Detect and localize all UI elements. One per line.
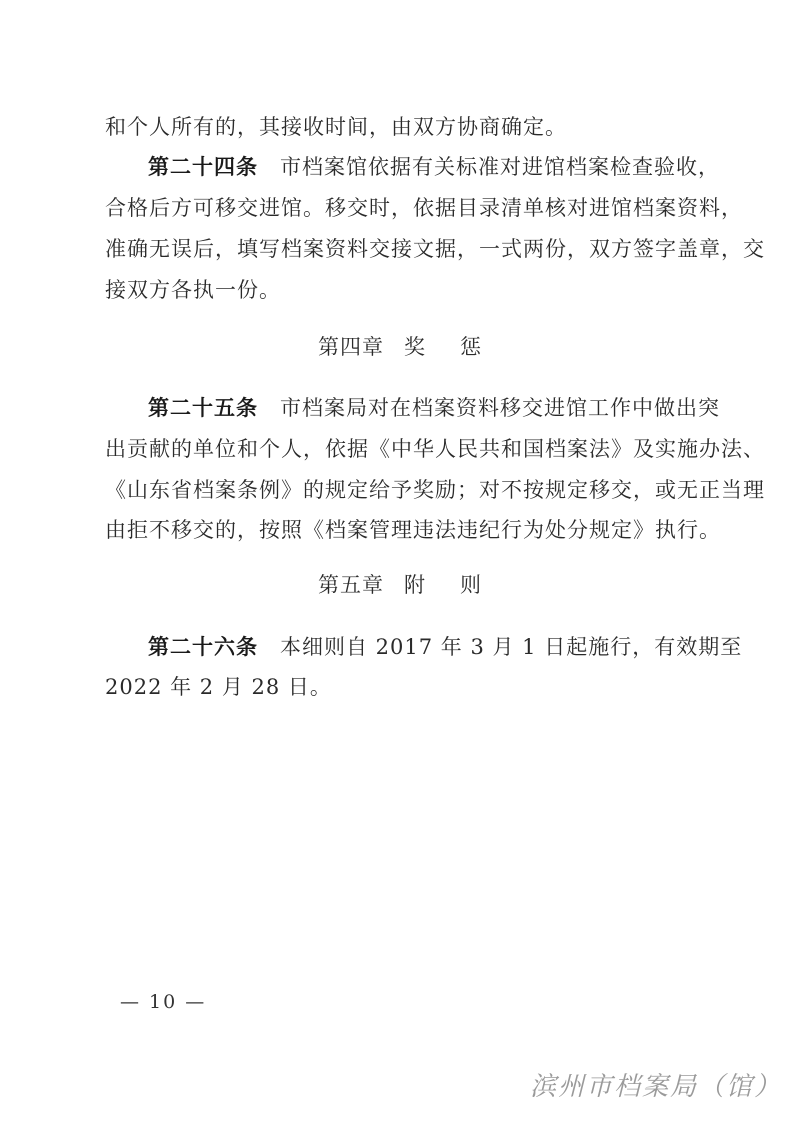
chapter-5-number: 第五章 <box>318 573 384 597</box>
article-24-line-3: 准确无误后，填写档案资料交接文据，一式两份，双方签字盖章，交 <box>105 237 765 261</box>
article-25-line-2: 出贡献的单位和个人，依据《中华人民共和国档案法》及实施办法、 <box>105 437 765 461</box>
article-26-text-1: 本细则自 2017 年 3 月 1 日起施行，有效期至 <box>280 635 743 659</box>
chapter-5-heading <box>0 570 800 600</box>
article-25-line-1 <box>148 393 720 423</box>
article-26-title: 第二十六条 <box>148 635 258 659</box>
article-24-text-1: 市档案馆依据有关标准对进馆档案检查验收， <box>280 155 720 179</box>
article-25-text-1: 市档案局对在档案资料移交进馆工作中做出突 <box>280 396 720 420</box>
chapter-4-heading <box>0 332 800 362</box>
article-25-title: 第二十五条 <box>148 396 258 420</box>
article-24-title: 第二十四条 <box>148 155 258 179</box>
article-26-line-2: 2022 年 2 月 28 日。 <box>105 675 332 699</box>
article-26-line-1 <box>148 632 743 662</box>
chapter-4-title-char-1: 奖 <box>404 335 426 359</box>
article-24-line-1 <box>148 152 720 182</box>
article-25-line-4: 由拒不移交的，按照《档案管理违法违纪行为处分规定》执行。 <box>105 518 721 542</box>
chapter-5-title-char-1: 附 <box>404 573 426 597</box>
article-24-line-4: 接双方各执一份。 <box>105 278 281 302</box>
chapter-5-title-char-2: 则 <box>460 573 482 597</box>
watermark-text: 滨州市档案局（馆） <box>529 1072 782 1102</box>
article-24-line-2: 合格后方可移交进馆。移交时，依据目录清单核对进馆档案资料， <box>105 196 743 220</box>
page-number: — 10 — <box>120 991 207 1013</box>
article-25-line-3: 《山东省档案条例》的规定给予奖励；对不按规定移交，或无正当理 <box>105 478 765 502</box>
continued-paragraph-line: 和个人所有的，其接收时间，由双方协商确定。 <box>105 115 567 139</box>
chapter-4-title-char-2: 惩 <box>460 335 482 359</box>
chapter-4-number: 第四章 <box>318 335 384 359</box>
